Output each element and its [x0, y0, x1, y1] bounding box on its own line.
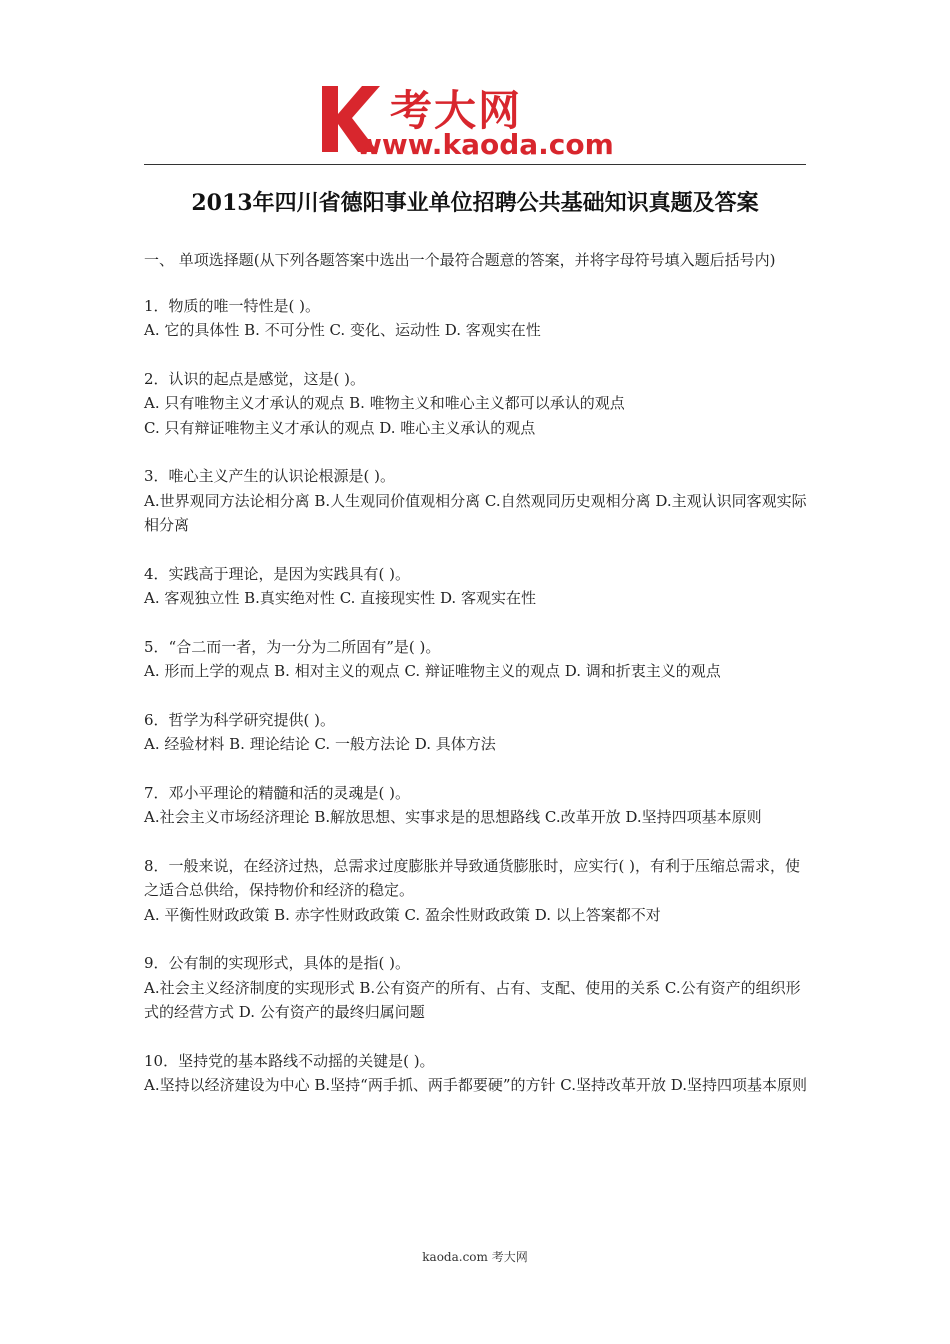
question-options: A. 经验材料 B. 理论结论 C. 一般方法论 D. 具体方法 [144, 735, 496, 753]
page-footer: kaoda.com 考大网 [422, 1250, 528, 1264]
question-options: A. 它的具体性 B. 不可分性 C. 变化、运动性 D. 客观实在性 [144, 321, 541, 339]
document-body [144, 248, 808, 1122]
question-options: A. 客观独立性 B.真实绝对性 C. 直接现实性 D. 客观实在性 [144, 589, 536, 607]
question-options: A. 只有唯物主义才承认的观点 B. 唯物主义和唯心主义都可以承认的观点 [144, 394, 625, 412]
logo-url: www.kaoda.com [356, 128, 614, 161]
question-stem: 8．一般来说，在经济过热，总需求过度膨胀并导致通货膨胀时，应实行( )，有利于压缩总需求，使之适合总供给，保持物价和经济的稳定。 [144, 856, 801, 899]
logo-title: 考大网 [390, 86, 523, 135]
question-item [144, 781, 808, 830]
question-item [144, 464, 808, 538]
question-item [144, 367, 808, 441]
question-options: A.坚持以经济建设为中心 B.坚持“两手抓、两手都要硬”的方针 C.坚持改革开放 D.坚持四项基本原则 [144, 1076, 808, 1094]
question-stem: 4．实践高于理论，是因为实践具有( )。 [144, 564, 411, 583]
section-intro: 一、 单项选择题(从下列各题答案中选出一个最符合题意的答案，并将字母符号填入题后括号内) [144, 251, 776, 269]
question-options: C. 只有辩证唯物主义才承认的观点 D. 唯心主义承认的观点 [144, 418, 536, 437]
header-divider [144, 164, 806, 165]
question-options: A. 平衡性财政政策 B. 赤字性财政政策 C. 盈余性财政政策 D. 以上答案都不对 [144, 905, 661, 924]
question-stem: 10．坚持党的基本路线不动摇的关键是( )。 [144, 1051, 435, 1070]
question-stem: 5．“合二而一者，为一分为二所固有”是( )。 [144, 637, 441, 656]
question-stem: 9．公有制的实现形式，具体的是指( )。 [144, 954, 411, 972]
question-stem: 3．唯心主义产生的认识论根源是( )。 [144, 467, 396, 485]
question-item [144, 294, 808, 343]
question-list [144, 294, 808, 1098]
document-title: 2013年四川省德阳事业单位招聘公共基础知识真题及答案 [191, 190, 759, 216]
question-stem: 6．哲学为科学研究提供( )。 [144, 710, 336, 729]
question-options: A. 形而上学的观点 B. 相对主义的观点 C. 辩证唯物主义的观点 D. 调和折衷主义的观点 [144, 662, 721, 680]
question-item [144, 951, 808, 1025]
site-logo [318, 84, 648, 160]
question-options: A.社会主义经济制度的实现形式 B.公有资产的所有、占有、支配、使用的关系 C.公有资产的组织形式的经营方式 D. 公有资产的最终归属问题 [144, 978, 801, 1021]
question-stem: 1．物质的唯一特性是( )。 [144, 296, 321, 315]
question-item [144, 635, 808, 684]
question-stem: 2．认识的起点是感觉，这是( )。 [144, 369, 366, 388]
question-item [144, 708, 808, 757]
question-item [144, 1049, 808, 1098]
question-item [144, 854, 808, 928]
question-item [144, 562, 808, 611]
question-stem: 7．邓小平理论的精髓和活的灵魂是( )。 [144, 783, 411, 802]
question-options: A.社会主义市场经济理论 B.解放思想、实事求是的思想路线 C.改革开放 D.坚持四项基本原则 [144, 808, 762, 826]
question-options: A.世界观同方法论相分离 B.人生观同价值观相分离 C.自然观同历史观相分离 D.主观认识同客观实际相分离 [144, 491, 807, 534]
